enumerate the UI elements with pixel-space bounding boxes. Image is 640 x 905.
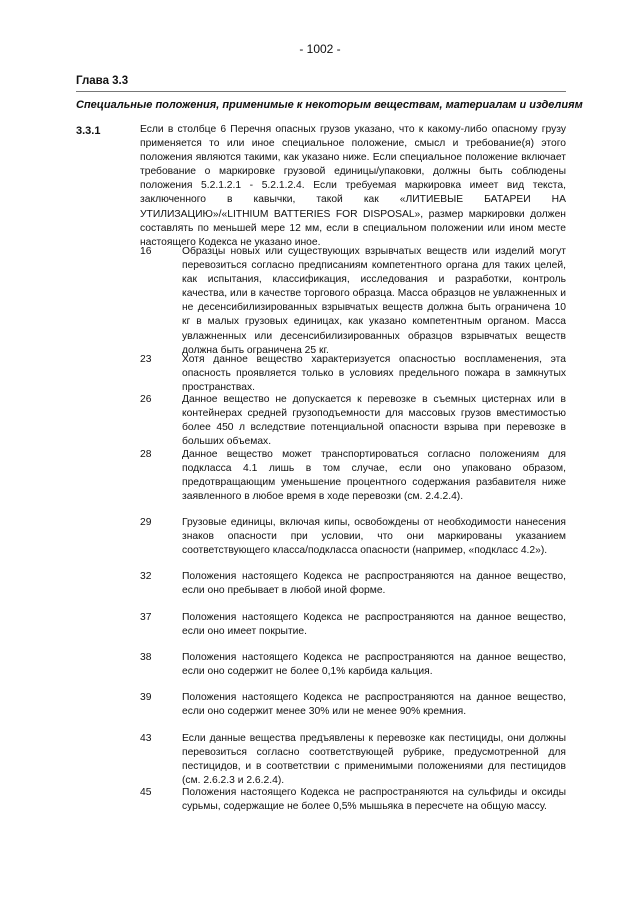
provision-text: Положения настоящего Кодекса не распространяются на данное вещество, если оно содержит не более 0,1% карбида кальция. [182, 652, 566, 678]
provision-text: Положения настоящего Кодекса не распространяются на данное вещество, если оно имеет покрытие. [182, 612, 566, 638]
chapter-title: Глава 3.3 [76, 75, 129, 87]
provision-code: 45 [140, 787, 152, 798]
section-number: 3.3.1 [76, 125, 101, 137]
provision-text: Образцы новых или существующих взрывчатых веществ или изделий могут перевозиться согласно предписаниям компетентного органа для таких целей, как испытания, классификация, исследования и разработки, контроль качества, или в качестве торгового образца. Масса образцов не увлажненных и не десенсибилизированных взрывчатых веществ должна быть ограничена 10 кг в малых грузовых единицах, как указано компетентным органом. Масса увлажненных или десенсибилизированных образцов взрывчатых веществ должна быть ограничена 25 кг. [182, 246, 566, 356]
provision-code: 16 [140, 246, 152, 257]
provision-text: Грузовые единицы, включая кипы, освобождены от необходимости нанесения знаков опасности при условии, что они маркированы указанием соответствующего класса/подкласса опасности (например, «подкласс 4.2»). [182, 517, 566, 557]
provision-code: 26 [140, 394, 152, 405]
header-divider [76, 91, 566, 92]
chapter-subtitle: Специальные положения, применимые к некоторым веществам, материалам и изделиям [76, 99, 583, 111]
provision-text: Хотя данное вещество характеризуется опасностью воспламенения, эта опасность проявляется только в условиях предельного пожара в замкнутых пространствах. [182, 354, 566, 394]
section-intro-paragraph: Если в столбце 6 Перечня опасных грузов указано, что к какому-либо опасному грузу применяется то или иное специальное положение, смысл и требование(я) этого положения являются такими, как указано ниже. Если специальное положение включает требование о маркировке грузовой единицы/упаковки, должны быть соблюдены положения 5.2.1.2.1 - 5.2.1.2.4. Если требуемая маркировка имеет вид текста, заключенного в кавычки, такой как «ЛИТИЕВЫЕ БАТАРЕИ НА УТИЛИЗАЦИЮ»/«LITHIUM BATTERIES FOR DISPOSAL», размер маркировки должен составлять по меньшей мере 12 мм, если в специальном положении или ином месте настоящего Кодекса не указано иное. [140, 124, 566, 248]
provision-code: 37 [140, 612, 152, 623]
provision-text: Положения настоящего Кодекса не распространяются на данное вещество, если оно содержит менее 30% или не менее 90% кремния. [182, 692, 566, 718]
provision-code: 28 [140, 449, 152, 460]
provision-code: 23 [140, 354, 152, 365]
page-number: - 1002 - [299, 42, 341, 56]
provision-code: 32 [140, 571, 152, 582]
provision-code: 43 [140, 733, 152, 744]
provision-code: 29 [140, 517, 152, 528]
provision-text: Положения настоящего Кодекса не распространяются на данное вещество, если оно пребывает в любой иной форме. [182, 571, 566, 597]
provision-text: Данное вещество не допускается к перевозке в съемных цистернах или в контейнерах средней грузоподъемности для массовых грузов вместимостью более 450 л вследствие потенциальной опасности взрыва при перевозке в больших объемах. [182, 394, 566, 448]
provision-text: Данное вещество может транспортироваться согласно положениям для подкласса 4.1 лишь в том случае, если оно упаковано образом, предотвращающим уменьшение процентного содержания разбавителя ниже заявленного в любое время в ходе перевозки (см. 2.4.2.4). [182, 449, 566, 503]
provision-code: 38 [140, 652, 152, 663]
provision-text: Положения настоящего Кодекса не распространяются на сульфиды и оксиды сурьмы, содержащие не более 0,5% мышьяка в пересчете на общую массу. [182, 787, 566, 813]
provision-code: 39 [140, 692, 152, 703]
provision-text: Если данные вещества предъявлены к перевозке как пестициды, они должны перевозиться согласно соответствующей рубрике, предусмотренной для пестицидов, и в соответствии с применимыми положениями для пестицидов (см. 2.6.2.3 и 2.6.2.4). [182, 733, 566, 787]
